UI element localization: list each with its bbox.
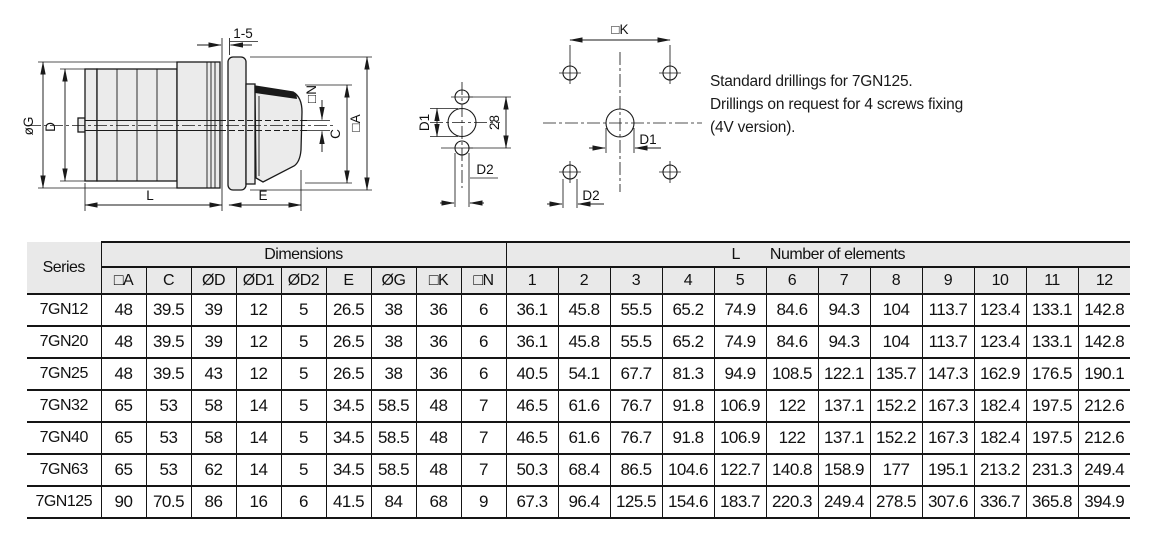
dim-label-d1: D1 <box>417 113 432 132</box>
element-count-header: 4 <box>662 267 714 294</box>
length-value-cell: 113.7 <box>922 326 974 358</box>
length-value-cell: 177 <box>870 454 922 486</box>
length-value-cell: 86.5 <box>610 454 662 486</box>
dimension-value-cell: 58 <box>191 390 236 422</box>
dimension-value-cell: 39 <box>191 294 236 326</box>
length-value-cell: 142.8 <box>1078 294 1130 326</box>
front-block <box>177 62 220 188</box>
length-value-cell: 336.7 <box>974 486 1026 518</box>
element-count-header: 11 <box>1026 267 1078 294</box>
dimension-value-cell: 9 <box>461 486 506 518</box>
rear-cap <box>85 69 97 181</box>
length-value-cell: 104 <box>870 326 922 358</box>
dim-label-n: □N <box>304 85 319 103</box>
table-header-row <box>27 242 1130 267</box>
dimension-value-cell: 38 <box>371 326 416 358</box>
series-cell: 7GN12 <box>27 294 101 326</box>
length-value-cell: 213.2 <box>974 454 1026 486</box>
length-value-cell: 182.4 <box>974 390 1026 422</box>
series-cell: 7GN20 <box>27 326 101 358</box>
length-value-cell: 67.3 <box>506 486 558 518</box>
length-value-cell: 190.1 <box>1078 358 1130 390</box>
panel-flange <box>228 57 246 190</box>
table-row <box>27 486 1130 518</box>
dimension-value-cell: 48 <box>101 326 146 358</box>
dimension-value-cell: 7 <box>461 390 506 422</box>
length-value-cell: 104.6 <box>662 454 714 486</box>
length-value-cell: 152.2 <box>870 422 922 454</box>
length-value-cell: 91.8 <box>662 390 714 422</box>
dimension-value-cell: 12 <box>236 358 281 390</box>
element-count-header: 2 <box>558 267 610 294</box>
length-value-cell: 212.6 <box>1078 390 1130 422</box>
length-value-cell: 167.3 <box>922 390 974 422</box>
dimension-value-cell: 48 <box>416 454 461 486</box>
dimension-value-cell: 58.5 <box>371 390 416 422</box>
element-count-header: 10 <box>974 267 1026 294</box>
length-value-cell: 220.3 <box>766 486 818 518</box>
dim-column-header: □A <box>101 267 146 294</box>
dimension-value-cell: 38 <box>371 294 416 326</box>
dimension-value-cell: 36 <box>416 326 461 358</box>
series-cell: 7GN40 <box>27 422 101 454</box>
series-cell: 7GN32 <box>27 390 101 422</box>
series-cell: 7GN125 <box>27 486 101 518</box>
length-value-cell: 94.3 <box>818 294 870 326</box>
dimension-value-cell: 5 <box>281 454 326 486</box>
length-value-cell: 147.3 <box>922 358 974 390</box>
element-count-header: 3 <box>610 267 662 294</box>
length-value-cell: 36.1 <box>506 326 558 358</box>
dimension-value-cell: 34.5 <box>326 454 371 486</box>
dim-label-k: □K <box>611 22 629 37</box>
element-count-header: 5 <box>714 267 766 294</box>
dimension-value-cell: 26.5 <box>326 326 371 358</box>
dimension-value-cell: 5 <box>281 294 326 326</box>
length-value-cell: 61.6 <box>558 422 610 454</box>
dimension-value-cell: 48 <box>416 390 461 422</box>
length-value-cell: 212.6 <box>1078 422 1130 454</box>
length-value-cell: 68.4 <box>558 454 610 486</box>
length-value-cell: 84.6 <box>766 326 818 358</box>
dim-column-header: E <box>326 267 371 294</box>
dimension-value-cell: 7 <box>461 422 506 454</box>
table-body <box>27 294 1130 518</box>
table-row <box>27 454 1130 486</box>
knob-boss <box>246 84 255 184</box>
series-cell: 7GN25 <box>27 358 101 390</box>
length-value-cell: 76.7 <box>610 422 662 454</box>
side-view-drawing <box>21 26 372 211</box>
dim-label-d2: D2 <box>476 162 494 177</box>
dimension-value-cell: 34.5 <box>326 390 371 422</box>
dimensions-group-header: Dimensions <box>101 242 506 267</box>
shaft-end <box>78 118 85 132</box>
dim-label-drill-d1: D1 <box>639 132 657 147</box>
dimension-value-cell: 34.5 <box>326 422 371 454</box>
dimension-value-cell: 86 <box>191 486 236 518</box>
dimension-value-cell: 16 <box>236 486 281 518</box>
dimension-value-cell: 65 <box>101 390 146 422</box>
length-value-cell: 394.9 <box>1078 486 1130 518</box>
dimension-value-cell: 39.5 <box>146 294 191 326</box>
dim-label-og: øG <box>21 116 36 136</box>
length-value-cell: 67.7 <box>610 358 662 390</box>
element-count-header: 6 <box>766 267 818 294</box>
dimension-value-cell: 5 <box>281 390 326 422</box>
length-value-cell: 135.7 <box>870 358 922 390</box>
length-value-cell: 125.5 <box>610 486 662 518</box>
length-value-cell: 36.1 <box>506 294 558 326</box>
element-count-header: 8 <box>870 267 922 294</box>
length-value-cell: 106.9 <box>714 390 766 422</box>
table-row <box>27 422 1130 454</box>
dimension-value-cell: 12 <box>236 326 281 358</box>
table-row <box>27 390 1130 422</box>
length-value-cell: 154.6 <box>662 486 714 518</box>
length-value-cell: 108.5 <box>766 358 818 390</box>
dimension-value-cell: 41.5 <box>326 486 371 518</box>
dimension-value-cell: 62 <box>191 454 236 486</box>
length-value-cell: 76.7 <box>610 390 662 422</box>
dimension-value-cell: 14 <box>236 422 281 454</box>
series-cell: 7GN63 <box>27 454 101 486</box>
dim-column-header: ØD <box>191 267 236 294</box>
elements-group-header <box>506 242 1130 267</box>
dimension-value-cell: 14 <box>236 390 281 422</box>
dimension-value-cell: 6 <box>281 486 326 518</box>
note-line: (4V version). <box>710 119 796 136</box>
length-value-cell: 123.4 <box>974 294 1026 326</box>
length-value-cell: 55.5 <box>610 326 662 358</box>
dimension-value-cell: 58.5 <box>371 454 416 486</box>
length-value-cell: 197.5 <box>1026 422 1078 454</box>
dimension-value-cell: 14 <box>236 454 281 486</box>
dim-label-d: D <box>43 122 58 132</box>
length-value-cell: 249.4 <box>818 486 870 518</box>
dimension-value-cell: 90 <box>101 486 146 518</box>
dimension-value-cell: 7 <box>461 454 506 486</box>
length-value-cell: 137.1 <box>818 390 870 422</box>
length-value-cell: 94.9 <box>714 358 766 390</box>
length-value-cell: 46.5 <box>506 422 558 454</box>
length-value-cell: 94.3 <box>818 326 870 358</box>
dim-column-header: □K <box>416 267 461 294</box>
dimension-value-cell: 65 <box>101 454 146 486</box>
length-value-cell: 167.3 <box>922 422 974 454</box>
dim-column-header: ØD1 <box>236 267 281 294</box>
dim-column-header: C <box>146 267 191 294</box>
dim-label-spacing: 28 <box>487 114 502 131</box>
dimension-value-cell: 39.5 <box>146 326 191 358</box>
length-value-cell: 91.8 <box>662 422 714 454</box>
length-value-cell: 61.6 <box>558 390 610 422</box>
table-row <box>27 294 1130 326</box>
length-value-cell: 140.8 <box>766 454 818 486</box>
length-value-cell: 122 <box>766 390 818 422</box>
dimension-value-cell: 5 <box>281 358 326 390</box>
dim-label-panel-gap: 1-5 <box>233 26 253 41</box>
dimension-value-cell: 48 <box>416 422 461 454</box>
element-count-header: 12 <box>1078 267 1130 294</box>
elements-header-label: Number of elements <box>769 245 905 263</box>
note-line: Drillings on request for 4 screws fixing <box>710 96 964 113</box>
length-value-cell: 84.6 <box>766 294 818 326</box>
dim-label-a: □A <box>348 114 363 132</box>
dim-column-header: ØG <box>371 267 416 294</box>
shaft-front-view <box>417 82 511 207</box>
dimension-value-cell: 58.5 <box>371 422 416 454</box>
dimension-value-cell: 48 <box>101 294 146 326</box>
dimension-value-cell: 48 <box>101 358 146 390</box>
elements-header-prefix: L <box>731 245 740 263</box>
note-line: Standard drillings for 7GN125. <box>710 73 913 90</box>
length-value-cell: 158.9 <box>818 454 870 486</box>
length-value-cell: 45.8 <box>558 326 610 358</box>
dimensions-table <box>27 241 1130 519</box>
dimension-value-cell: 6 <box>461 294 506 326</box>
dimension-value-cell: 12 <box>236 294 281 326</box>
table-head <box>27 242 1130 294</box>
length-value-cell: 45.8 <box>558 294 610 326</box>
dimension-value-cell: 5 <box>281 326 326 358</box>
length-value-cell: 65.2 <box>662 294 714 326</box>
series-header: Series <box>27 242 101 294</box>
length-value-cell: 133.1 <box>1026 294 1078 326</box>
dimension-value-cell: 65 <box>101 422 146 454</box>
element-count-header: 7 <box>818 267 870 294</box>
dim-column-header: ØD2 <box>281 267 326 294</box>
length-value-cell: 123.4 <box>974 326 1026 358</box>
table-row <box>27 358 1130 390</box>
length-value-cell: 365.8 <box>1026 486 1078 518</box>
dimension-value-cell: 39.5 <box>146 358 191 390</box>
dim-column-header: □N <box>461 267 506 294</box>
dim-label-e: E <box>258 188 268 203</box>
dimension-value-cell: 70.5 <box>146 486 191 518</box>
drilling-note <box>710 70 1070 139</box>
length-value-cell: 182.4 <box>974 422 1026 454</box>
dimension-value-cell: 6 <box>461 326 506 358</box>
dimension-value-cell: 84 <box>371 486 416 518</box>
length-value-cell: 152.2 <box>870 390 922 422</box>
dimension-value-cell: 58 <box>191 422 236 454</box>
length-value-cell: 74.9 <box>714 326 766 358</box>
length-value-cell: 195.1 <box>922 454 974 486</box>
length-value-cell: 54.1 <box>558 358 610 390</box>
length-value-cell: 113.7 <box>922 294 974 326</box>
length-value-cell: 183.7 <box>714 486 766 518</box>
length-value-cell: 142.8 <box>1078 326 1130 358</box>
length-value-cell: 307.6 <box>922 486 974 518</box>
length-value-cell: 74.9 <box>714 294 766 326</box>
dimension-value-cell: 39 <box>191 326 236 358</box>
table-row <box>27 326 1130 358</box>
dimension-value-cell: 26.5 <box>326 294 371 326</box>
length-value-cell: 197.5 <box>1026 390 1078 422</box>
length-value-cell: 133.1 <box>1026 326 1078 358</box>
dim-label-l: L <box>146 188 154 203</box>
length-value-cell: 81.3 <box>662 358 714 390</box>
dim-label-drill-d2: D2 <box>582 188 600 203</box>
drilling-pattern-view <box>543 22 702 208</box>
dimension-value-cell: 36 <box>416 294 461 326</box>
length-value-cell: 249.4 <box>1078 454 1130 486</box>
dimension-value-cell: 53 <box>146 422 191 454</box>
length-value-cell: 40.5 <box>506 358 558 390</box>
length-value-cell: 176.5 <box>1026 358 1078 390</box>
length-value-cell: 55.5 <box>610 294 662 326</box>
length-value-cell: 65.2 <box>662 326 714 358</box>
dimension-value-cell: 36 <box>416 358 461 390</box>
element-count-header: 1 <box>506 267 558 294</box>
length-value-cell: 122.7 <box>714 454 766 486</box>
dimension-value-cell: 43 <box>191 358 236 390</box>
dimension-value-cell: 5 <box>281 422 326 454</box>
dimension-value-cell: 38 <box>371 358 416 390</box>
length-value-cell: 50.3 <box>506 454 558 486</box>
length-value-cell: 278.5 <box>870 486 922 518</box>
length-value-cell: 137.1 <box>818 422 870 454</box>
element-count-header: 9 <box>922 267 974 294</box>
dim-label-c: C <box>328 129 343 139</box>
handle <box>255 86 302 182</box>
length-value-cell: 106.9 <box>714 422 766 454</box>
length-value-cell: 104 <box>870 294 922 326</box>
length-value-cell: 46.5 <box>506 390 558 422</box>
dimension-value-cell: 53 <box>146 454 191 486</box>
dimension-value-cell: 26.5 <box>326 358 371 390</box>
table-subheader-row <box>27 267 1130 294</box>
dimension-value-cell: 53 <box>146 390 191 422</box>
dimension-value-cell: 6 <box>461 358 506 390</box>
length-value-cell: 162.9 <box>974 358 1026 390</box>
dimension-value-cell: 68 <box>416 486 461 518</box>
length-value-cell: 122 <box>766 422 818 454</box>
length-value-cell: 122.1 <box>818 358 870 390</box>
length-value-cell: 96.4 <box>558 486 610 518</box>
length-value-cell: 231.3 <box>1026 454 1078 486</box>
